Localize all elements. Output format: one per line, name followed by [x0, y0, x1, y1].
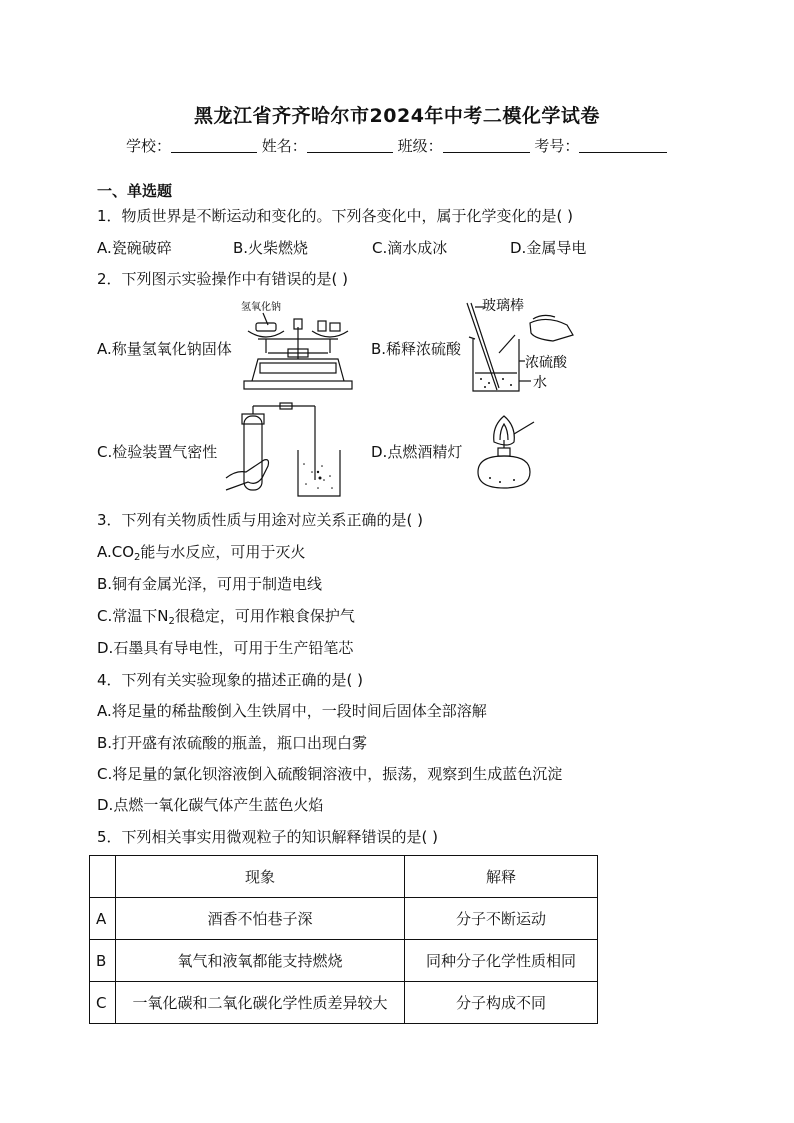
- table-header-cell: [90, 856, 116, 898]
- q4-option-a[interactable]: A.将足量的稀盐酸倒入生铁屑中，一段时间后固体全部溶解: [97, 702, 487, 720]
- q4-option-d[interactable]: D.点燃一氧化碳气体产生蓝色火焰: [97, 796, 324, 814]
- question-5-stem: 5．下列相关事实用微观粒子的知识解释错误的是( ): [97, 828, 439, 846]
- table-cell: 酒香不怕巷子深: [116, 898, 405, 940]
- class-label: 班级：: [397, 137, 443, 155]
- question-3-stem: 3．下列有关物质性质与用途对应关系正确的是( ): [97, 511, 424, 529]
- alcohol-lamp-figure: [470, 412, 540, 494]
- table-header-row: [90, 856, 598, 898]
- page-title: 黑龙江省齐齐哈尔市2024年中考二模化学试卷: [194, 105, 600, 127]
- co2-formula: CO: [111, 543, 135, 561]
- table-header-explanation: 解释: [405, 856, 598, 898]
- q2-option-b[interactable]: B.稀释浓硫酸: [371, 340, 462, 358]
- q3-c-text: 很稳定，可用作粮食保护气: [174, 607, 355, 625]
- question-1-stem: 1．物质世界是不断运动和变化的。下列各变化中，属于化学变化的是( ): [97, 207, 574, 225]
- table-header-phenomenon: 现象: [116, 856, 405, 898]
- q2-option-d[interactable]: D.点燃酒精灯: [371, 443, 463, 461]
- table-cell: B: [90, 940, 116, 982]
- q2-option-c[interactable]: C.检验装置气密性: [97, 443, 218, 461]
- airtightness-figure: [222, 400, 362, 500]
- q3-option-a[interactable]: [97, 541, 305, 563]
- table-cell: 氧气和液氧都能支持燃烧: [116, 940, 405, 982]
- table-cell: C: [90, 982, 116, 1024]
- exam-number-label: 考号：: [534, 137, 580, 155]
- co2-subscript: 2: [134, 552, 141, 563]
- q5-table: [89, 855, 598, 1024]
- dilution-figure: [455, 295, 585, 395]
- q3-c-prefix: C.常温下: [97, 607, 158, 625]
- table-cell: A: [90, 898, 116, 940]
- table-cell: 分子构成不同: [405, 982, 598, 1024]
- q1-option-b[interactable]: B.火柴燃烧: [233, 239, 309, 257]
- q4-option-b[interactable]: B.打开盛有浓硫酸的瓶盖，瓶口出现白雾: [97, 734, 368, 752]
- n2-subscript: 2: [168, 616, 175, 627]
- water-label: 水: [533, 375, 547, 391]
- naoh-label: 氢氧化钠: [241, 302, 281, 313]
- q2-option-a[interactable]: A.称量氢氧化钠固体: [97, 340, 232, 358]
- question-4-stem: 4．下列有关实验现象的描述正确的是( ): [97, 671, 364, 689]
- q1-option-a[interactable]: A.瓷碗破碎: [97, 239, 172, 257]
- table-cell: 一氧化碳和二氧化碳化学性质差异较大: [116, 982, 405, 1024]
- table-cell: 同种分子化学性质相同: [405, 940, 598, 982]
- table-row[interactable]: [90, 898, 598, 940]
- q1-option-d[interactable]: D.金属导电: [510, 239, 587, 257]
- school-field[interactable]: [171, 137, 257, 153]
- q3-a-text: 能与水反应，可用于灭火: [140, 543, 306, 561]
- q3-a-prefix: A.: [97, 543, 112, 561]
- n2-formula: N: [157, 607, 169, 625]
- glass-rod-label: 玻璃棒: [482, 298, 524, 314]
- table-cell: 分子不断运动: [405, 898, 598, 940]
- name-field[interactable]: [307, 137, 393, 153]
- balance-scale-figure: [238, 297, 358, 392]
- name-label: 姓名：: [261, 137, 307, 155]
- q3-option-d[interactable]: D.石墨具有导电性，可用于生产铅笔芯: [97, 639, 354, 657]
- student-info-fields: [126, 135, 667, 156]
- class-field[interactable]: [443, 137, 530, 153]
- q3-option-b[interactable]: B.铜有金属光泽，可用于制造电线: [97, 575, 323, 593]
- section-heading: 一、单选题: [97, 182, 173, 200]
- q1-option-c[interactable]: C.滴水成冰: [372, 239, 448, 257]
- exam-number-field[interactable]: [579, 137, 667, 153]
- q4-option-c[interactable]: C.将足量的氯化钡溶液倒入硫酸铜溶液中，振荡，观察到生成蓝色沉淀: [97, 765, 563, 783]
- q3-option-c[interactable]: [97, 605, 355, 627]
- table-row[interactable]: [90, 982, 598, 1024]
- school-label: 学校：: [126, 137, 172, 155]
- question-2-stem: 2．下列图示实验操作中有错误的是( ): [97, 270, 349, 288]
- table-row[interactable]: [90, 940, 598, 982]
- acid-label: 浓硫酸: [525, 355, 567, 371]
